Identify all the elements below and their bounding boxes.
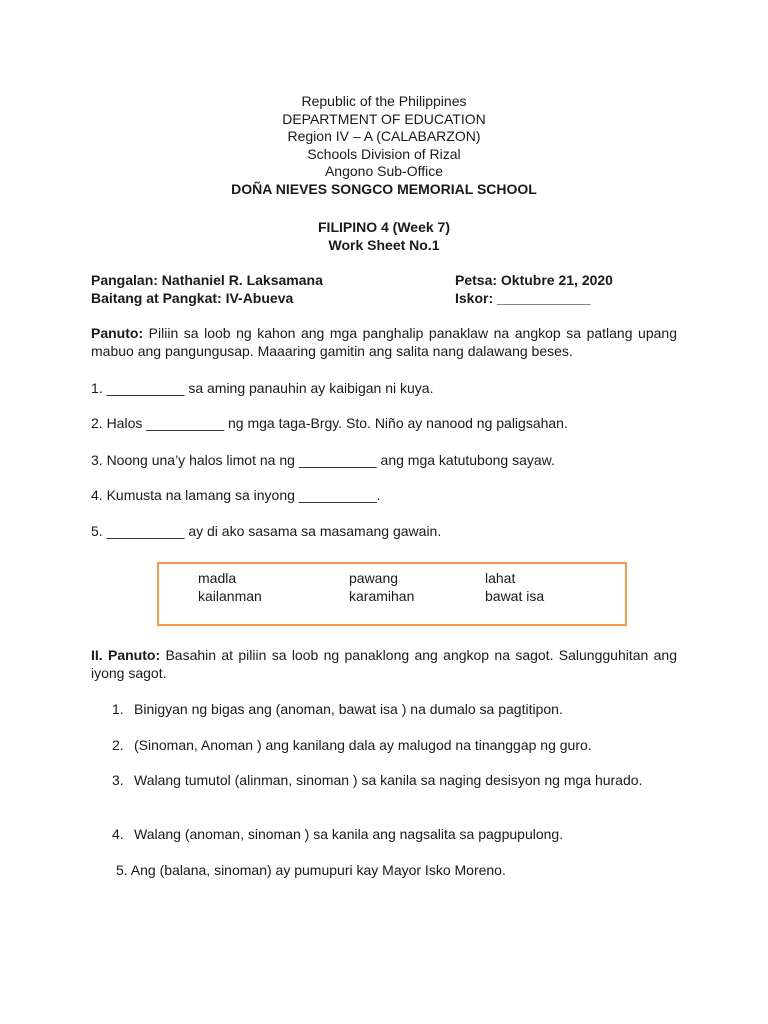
part2-item-text: Walang (anoman, sinoman ) sa kanila ang nagsalita sa pagpupulong. [134, 826, 564, 842]
part1-item-5: 5. __________ ay di ako sasama sa masamang gawain. [91, 523, 442, 539]
header-suboffice: Angono Sub-Office [324, 163, 444, 180]
worksheet-date: Petsa: Oktubre 21, 2020 [455, 272, 613, 288]
worksheet-title [0, 218, 768, 254]
header-region: Region IV – A (CALABARZON) [287, 128, 481, 145]
part2-instruction [91, 646, 677, 682]
word-option: lahat [485, 570, 516, 586]
part2-item-number: 4. [112, 826, 124, 842]
part2-item-text: Binigyan ng bigas ang (anoman, bawat isa ) na dumalo sa pagtitipon. [134, 701, 563, 717]
header-republic: Republic of the Philippines [301, 93, 467, 109]
score-field: Iskor: ____________ [455, 290, 591, 306]
part1-item-1: 1. __________ sa aming panauhin ay kaibigan ni kuya. [91, 380, 434, 396]
part1-instruction [91, 324, 677, 360]
part1-item-3: 3. Noong una’y halos limot na ng __________ ang mga katutubong sayaw. [91, 452, 555, 468]
part1-instruction-text: Piliin sa loob ng kahon ang mga panghalip panaklaw na angkop sa patlang upang mabuo ang pangungusap. Maaaring gamitin ang salita nang dalawang beses. [91, 325, 677, 359]
word-choice-box [157, 562, 627, 626]
header-division: Schools Division of Rizal [307, 145, 461, 162]
title-subject: FILIPINO 4 (Week 7) [318, 219, 450, 235]
word-option: madla [198, 570, 237, 586]
document-header [0, 93, 768, 199]
part2-item-number: 3. [112, 772, 124, 788]
header-department: DEPARTMENT OF EDUCATION [282, 110, 486, 127]
part1-item-4: 4. Kumusta na lamang sa inyong __________. [91, 487, 381, 503]
header-school: DOÑA NIEVES SONGCO MEMORIAL SCHOOL [231, 180, 537, 197]
part2-item-text: (Sinoman, Anoman ) ang kanilang dala ay malugod na tinanggap ng guro. [134, 737, 592, 753]
part1-item-2: 2. Halos __________ ng mga taga-Brgy. Sto. Niño ay nanood ng paligsahan. [91, 415, 568, 431]
part2-item-number: 2. [112, 737, 124, 753]
part2-item-text: Walang tumutol (alinman, sinoman ) sa kanila sa naging desisyon ng mga hurado. [134, 772, 643, 788]
part2-item-5: 5. Ang (balana, sinoman) ay pumupuri kay Mayor Isko Moreno. [116, 862, 506, 878]
word-option: pawang [349, 570, 399, 586]
word-option: kailanman [198, 588, 262, 604]
title-sheet: Work Sheet No.1 [328, 237, 440, 253]
word-option: bawat isa [485, 588, 545, 604]
word-option: karamihan [349, 588, 415, 604]
part1-label: Panuto: [91, 325, 144, 341]
part2-label: II. Panuto: [91, 647, 161, 663]
part2-instruction-text: Basahin at piliin sa loob ng panaklong ang angkop na sagot. Salungguhitan ang iyong sagot. [91, 647, 677, 681]
part2-item-number: 1. [112, 701, 124, 717]
student-name: Pangalan: Nathaniel R. Laksamana [91, 272, 323, 288]
grade-section: Baitang at Pangkat: IV-Abueva [91, 290, 294, 306]
